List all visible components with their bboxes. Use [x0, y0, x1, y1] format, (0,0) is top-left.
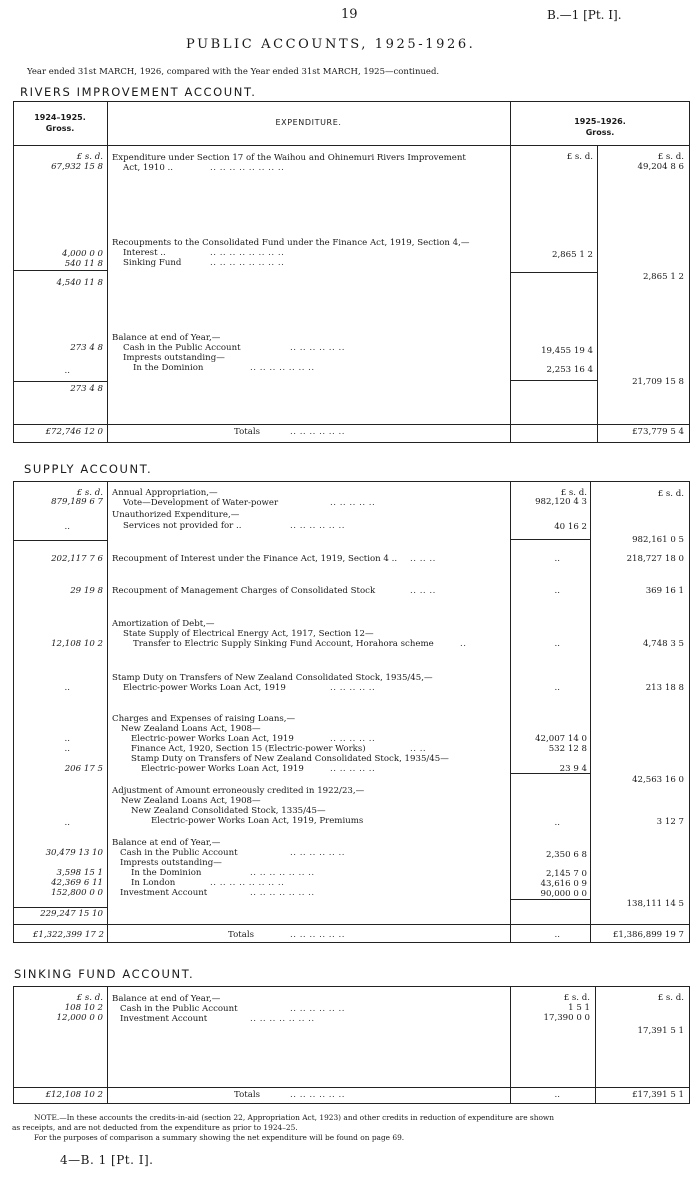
currency-label: £ s. d.: [76, 152, 103, 162]
supply-adj-l2: New Zealand Consolidated Stock, 1335/45—: [131, 806, 326, 816]
supply-services-label: Services not provided for ..: [123, 521, 242, 531]
supply-totals-label: Totals: [228, 930, 254, 940]
supply-det-charges-3: 23 9 4: [559, 764, 587, 774]
note-line-2: as receipts, and are not deducted from the expenditure as prior to 1924–25.: [12, 1123, 298, 1132]
supply-london-label: In London: [131, 878, 176, 888]
supply-det-london: 43,616 0 9: [540, 879, 587, 889]
rivers-cash-label: Cash in the Public Account: [123, 343, 241, 353]
rivers-curr-total: £73,779 5 4: [632, 427, 684, 437]
supply-prev-amort: 12,108 10 2: [51, 639, 103, 649]
col-header-expenditure: EXPENDITURE.: [275, 118, 342, 127]
note-line-1: NOTE.—In these accounts the credits-in-aid (section 22, Appropriation Act, 1923) and other credits in reduction of expenditure are shown: [34, 1113, 555, 1122]
supply-table: [13, 481, 690, 943]
sinking-prev-cash: 108 10 2: [64, 1003, 103, 1013]
supply-imprests-label: Imprests outstanding—: [120, 858, 222, 868]
supply-curr-stamp: 213 18 8: [645, 683, 684, 693]
rivers-prev-recoup-total: 4,540 11 8: [56, 278, 103, 288]
rivers-section-title: RIVERS IMPROVEMENT ACCOUNT.: [20, 85, 257, 99]
page-title: PUBLIC ACCOUNTS, 1925-1926.: [186, 37, 476, 52]
sinking-section-title: SINKING FUND ACCOUNT.: [14, 967, 195, 981]
rivers-det-cash: 19,455 19 4: [541, 346, 593, 356]
supply-vote-label: Vote—Development of Water-power: [123, 498, 279, 508]
rivers-prev-cash: 273 4 8: [70, 343, 103, 353]
supply-prev-mgmt: 29 19 8: [70, 586, 103, 596]
currency-label: £ s. d.: [560, 488, 587, 498]
currency-label: £ s. d.: [566, 152, 593, 162]
supply-prev-charges: 206 17 5: [64, 764, 103, 774]
supply-det-charges-1: 42,007 14 0: [535, 734, 587, 744]
currency-label: £ s. d.: [657, 152, 684, 162]
currency-label: £ s. d.: [657, 489, 684, 499]
sinking-curr-total: £17,391 5 1: [632, 1090, 684, 1100]
rivers-waihou-label-cont: Act, 1910 ..: [123, 163, 174, 173]
supply-prev-vote: 879,189 6 7: [51, 497, 103, 507]
page-subtitle: Year ended 31st MARCH, 1926, compared with the Year ended 31st MARCH, 1925—continued.: [27, 67, 440, 77]
sinking-totals-label: Totals: [234, 1090, 260, 1100]
col-header-prev-sub: Gross.: [45, 124, 75, 133]
supply-prev-london: 42,369 6 11: [51, 878, 103, 888]
footer-reference: 4—B. 1 [Pt. I].: [60, 1153, 154, 1167]
supply-amort-heading: Amortization of Debt,—: [112, 619, 215, 629]
rivers-sinking-label: Sinking Fund: [123, 258, 182, 268]
page-number: 19: [341, 7, 358, 22]
supply-charges-heading: Charges and Expenses of raising Loans,—: [112, 714, 296, 724]
supply-investment-label: Investment Account: [120, 888, 208, 898]
supply-det-investment: 90,000 0 0: [540, 889, 587, 899]
supply-charges-l1: New Zealand Loans Act, 1908—: [121, 724, 261, 734]
supply-unauth-heading: Unauthorized Expenditure,—: [112, 510, 240, 520]
supply-curr-charges: 42,563 16 0: [632, 775, 684, 785]
supply-prev-interest: 202,117 7 6: [51, 554, 103, 564]
sinking-balance-heading: Balance at end of Year,—: [112, 994, 221, 1004]
rivers-waihou-label: Expenditure under Section 17 of the Waihou and Ohinemuri Rivers Improvement: [112, 153, 466, 163]
currency-label: £ s. d.: [563, 993, 590, 1003]
supply-charges-l3: Finance Act, 1920, Section 15 (Electric-power Works): [131, 744, 366, 754]
supply-det-cash: 2,350 6 8: [545, 850, 587, 860]
supply-stamp-line2: Electric-power Works Loan Act, 1919: [123, 683, 286, 693]
rivers-imprests-label: Imprests outstanding—: [123, 353, 225, 363]
supply-stamp-line1: Stamp Duty on Transfers of New Zealand Consolidated Stock, 1935/45,—: [112, 673, 433, 683]
rivers-prev-sinking: 540 11 8: [64, 259, 103, 269]
rivers-dominion-label: In the Dominion: [133, 363, 204, 373]
supply-prev-cash: 30,479 13 10: [45, 848, 103, 858]
supply-curr-interest: 218,727 18 0: [626, 554, 684, 564]
supply-mgmt-label: Recoupment of Management Charges of Consolidated Stock: [112, 586, 376, 596]
sinking-det-investment: 17,390 0 0: [543, 1013, 590, 1023]
supply-charges-l4: Stamp Duty on Transfers of New Zealand Consolidated Stock, 1935/45—: [131, 754, 449, 764]
supply-dominion-label: In the Dominion: [131, 868, 202, 878]
rivers-curr-waihou: 49,204 8 6: [637, 162, 684, 172]
supply-curr-amort: 4,748 3 5: [642, 639, 684, 649]
currency-label: £ s. d.: [657, 993, 684, 1003]
supply-prev-dominion: 3,598 15 1: [56, 868, 103, 878]
rivers-curr-recoup: 2,865 1 2: [642, 272, 684, 282]
supply-charges-l5: Electric-power Works Loan Act, 1919: [141, 764, 304, 774]
supply-amort-line2: Transfer to Electric Supply Sinking Fund Account, Horahora scheme: [133, 639, 434, 649]
col-header-curr-sub: Gross.: [585, 128, 615, 137]
supply-balance-heading: Balance at end of Year,—: [112, 838, 221, 848]
supply-curr-adj: 3 12 7: [656, 817, 684, 827]
sinking-investment-label: Investment Account: [120, 1014, 208, 1024]
note-line-3: For the purposes of comparison a summary showing the net expenditure will be found on page 69.: [34, 1133, 405, 1142]
supply-interest-label: Recoupment of Interest under the Finance Act, 1919, Section 4 ..: [112, 554, 398, 564]
sinking-prev-total: £12,108 10 2: [45, 1090, 103, 1100]
col-header-curr: 1925–1926.: [574, 117, 626, 126]
currency-label: £ s. d.: [76, 488, 103, 498]
supply-adj-heading: Adjustment of Amount erroneously credited in 1922/23,—: [112, 786, 365, 796]
supply-amort-line1: State Supply of Electrical Energy Act, 1917, Section 12—: [123, 629, 374, 639]
supply-det-services: 40 16 2: [554, 522, 587, 532]
supply-curr-balance: 138,111 14 5: [626, 899, 684, 909]
rivers-prev-waihou: 67,932 15 8: [51, 162, 103, 172]
rivers-curr-balance: 21,709 15 8: [632, 377, 684, 387]
rivers-interest-label: Interest ..: [123, 248, 166, 258]
rivers-recoup-heading: Recoupments to the Consolidated Fund under the Finance Act, 1919, Section 4,—: [112, 238, 470, 248]
supply-det-vote: 982,120 4 3: [535, 497, 587, 507]
sinking-cash-label: Cash in the Public Account: [120, 1004, 238, 1014]
rivers-prev-dominion: ..: [64, 366, 70, 376]
sinking-curr-balance: 17,391 5 1: [637, 1026, 684, 1036]
supply-curr-mgmt: 369 16 1: [645, 586, 684, 596]
currency-label: £ s. d.: [76, 993, 103, 1003]
supply-prev-balance-total: 229,247 15 10: [40, 909, 103, 919]
col-header-prev: 1924–1925.: [34, 113, 86, 122]
document-reference: B.—1 [Pt. I].: [547, 8, 622, 22]
sinking-det-cash: 1 5 1: [568, 1003, 590, 1013]
supply-curr-total: £1,386,899 19 7: [612, 930, 684, 940]
supply-annual-heading: Annual Appropriation,—: [112, 488, 218, 498]
supply-section-title: SUPPLY ACCOUNT.: [24, 462, 153, 476]
rivers-totals-label: Totals: [234, 427, 260, 437]
rivers-prev-interest: 4,000 0 0: [61, 249, 103, 259]
rivers-balance-heading: Balance at end of Year,—: [112, 333, 221, 343]
rivers-det-dominion: 2,253 16 4: [546, 365, 593, 375]
supply-adj-l1: New Zealand Loans Act, 1908—: [121, 796, 261, 806]
supply-prev-investment: 152,800 0 0: [51, 888, 103, 898]
supply-charges-l2: Electric-power Works Loan Act, 1919: [131, 734, 294, 744]
supply-det-charges-2: 532 12 8: [548, 744, 587, 754]
rivers-prev-total: £72,746 12 0: [45, 427, 103, 437]
supply-adj-l3: Electric-power Works Loan Act, 1919, Premiums: [151, 816, 364, 826]
sinking-prev-investment: 12,000 0 0: [56, 1013, 103, 1023]
rivers-prev-balance-total: 273 4 8: [70, 384, 103, 394]
supply-curr-annual: 982,161 0 5: [632, 535, 684, 545]
supply-prev-total: £1,322,399 17 2: [32, 930, 104, 940]
rivers-det-interest: 2,865 1 2: [551, 250, 593, 260]
supply-cash-label: Cash in the Public Account: [120, 848, 238, 858]
supply-det-dominion: 2,145 7 0: [545, 869, 587, 879]
